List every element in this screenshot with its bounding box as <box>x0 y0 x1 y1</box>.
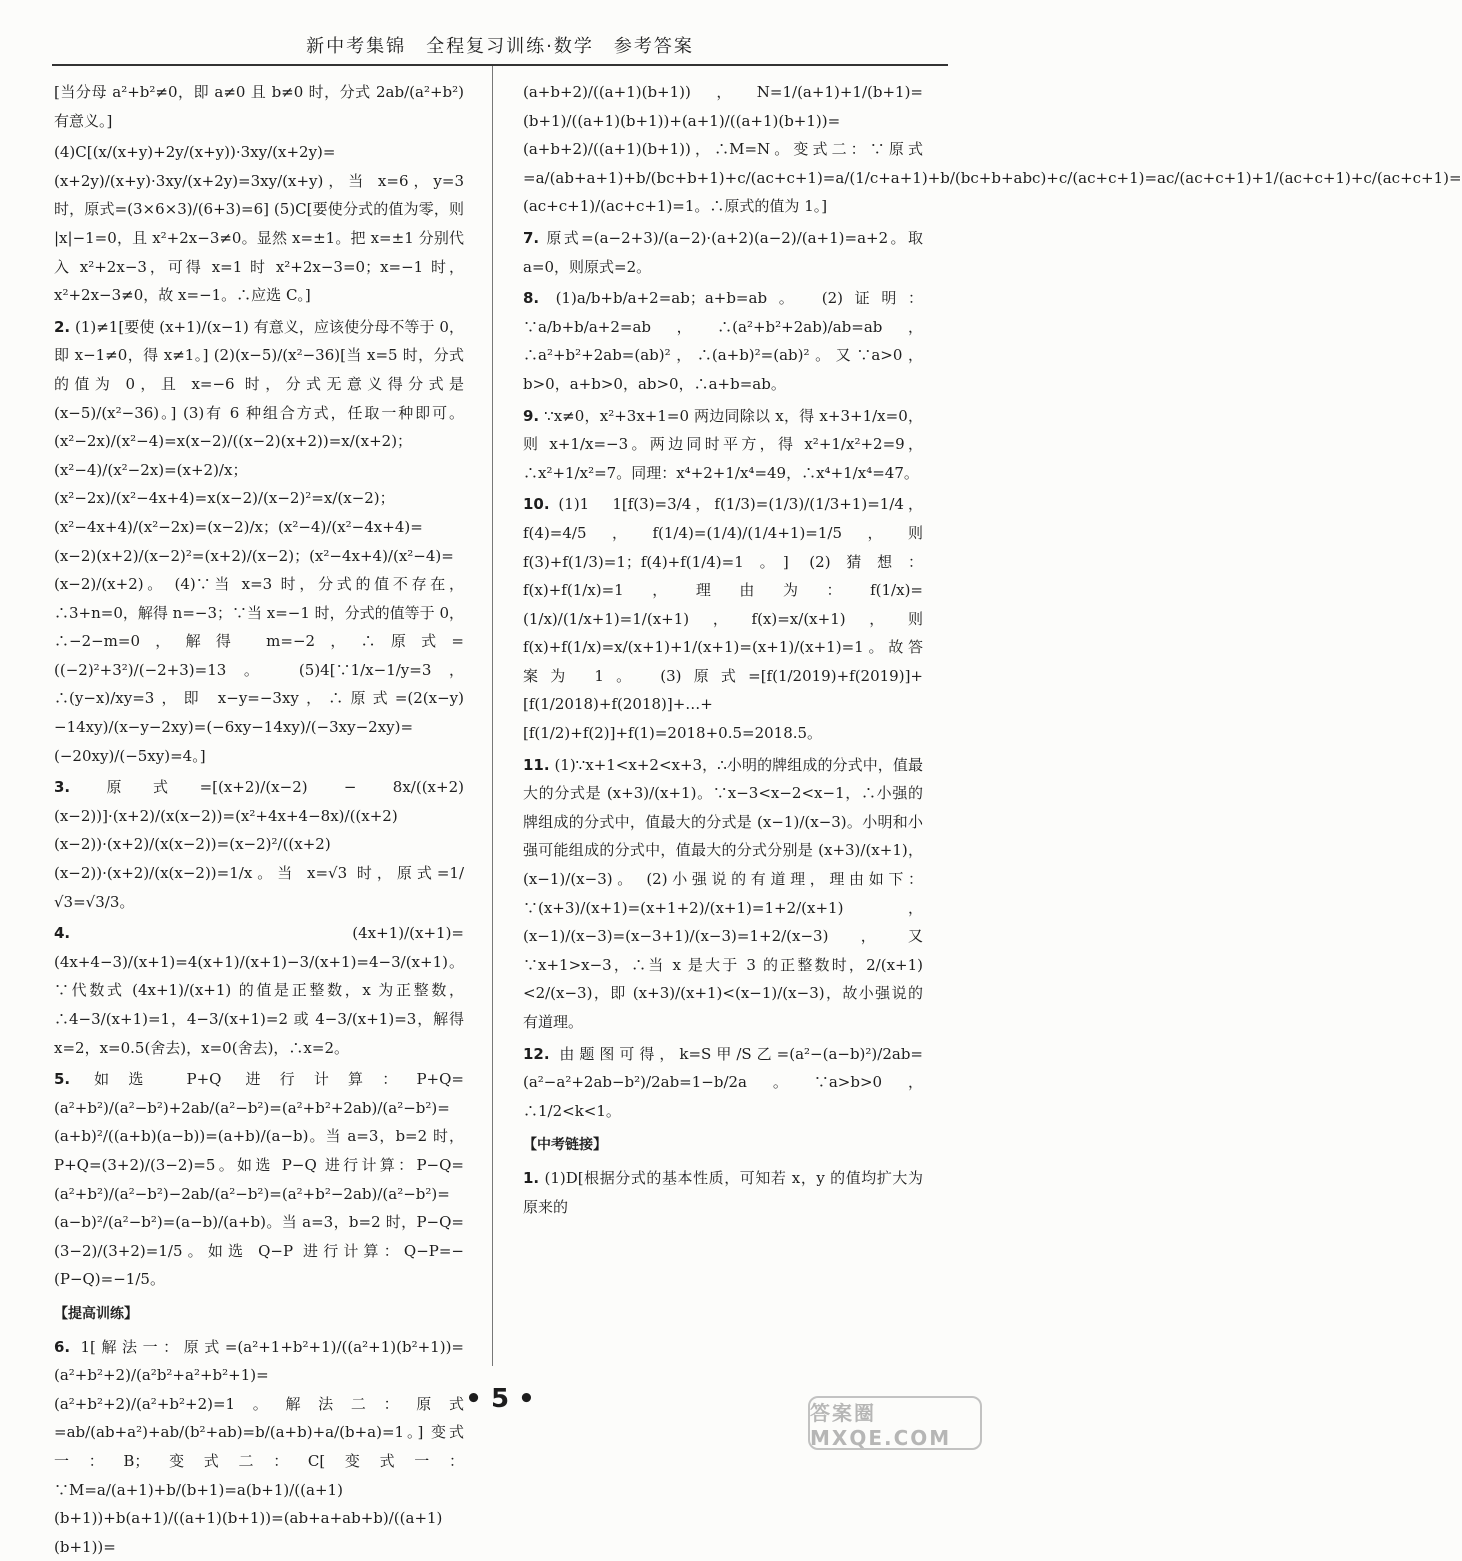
right-para-4: 10. (1)1 1[f(3)=3/4，f(1/3)=(1/3)/(1/3+1)=1/4，f(4)=4/5，f(1/4)=(1/4)/(1/4+1)=1/5，则 f(3)+f(1/3)=1；f(4)+f(1/4)=1。] (2)猜想：f(x)+f(1/x)=1，理由为：f(1/x)=(1/x)/(1/x+1)=1/(x+1)，f(x)=x/(x+1)，则 f(x)+f(1/x)=x/(x+1)+1/(x+1)=(x+1)/(x+1)=1。故答案为 1。 (3)原式=[f(1/2019)+f(2019)]+[f(1/2018)+f(2018)]+…+[f(1/2)+f(2)]+f(1)=2018+0.5=2018.5。 <box>523 495 923 743</box>
section-title-advanced: 【提高训练】 <box>54 1305 138 1322</box>
right-para-6: 12. 由题图可得，k=S甲/S乙=(a²−(a−b)²)/2ab=(a²−a²+2ab−b²)/2ab=1−b/2a。∵a>b>0，∴1/2<k<1。 <box>523 1044 923 1120</box>
header-rule <box>52 64 948 66</box>
right-column <box>523 78 1462 1348</box>
right-para-3: 9. ∵x≠0，x²+3x+1=0 两边同除以 x，得 x+3+1/x=0，则 x+1/x=−3。两边同时平方，得 x²+1/x²+2=9，∴x²+1/x²=7。同理：x⁴+2+1/x⁴=49，∴x⁴+1/x⁴=47。 <box>523 406 923 482</box>
section-title-exam-link: 【中考链接】 <box>523 1137 607 1154</box>
page-header: 新中考集锦 全程复习训练·数学 参考答案 <box>306 36 694 57</box>
column-divider <box>492 66 493 1366</box>
watermark-logo: 答案圈 MXQE.COM <box>808 1396 982 1450</box>
left-para-2: 2. (1)≠1[要使 (x+1)/(x−1) 有意义，应该使分母不等于 0，即 x−1≠0，得 x≠1。] (2)(x−5)/(x²−36)[当 x=5 时，分式的值为 0，且 x=−6 时，分式无意义得分式是 (x−5)/(x²−36)。] (3)有 6 种组合方式，任取一种即可。(x²−2x)/(x²−4)=x(x−2)/((x−2)(x+2))=x/(x+2)；(x²−4)/(x²−2x)=(x+2)/x；(x²−2x)/(x²−4x+4)=x(x−2)/(x−2)²=x/(x−2)；(x²−4x+4)/(x²−2x)=(x−2)/x；(x²−4)/(x²−4x+4)=(x−2)(x+2)/(x−2)²=(x+2)/(x−2)；(x²−4x+4)/(x²−4)=(x−2)/(x+2)。 (4)∵当 x=3 时，分式的值不存在，∴3+n=0，解得 n=−3；∵当 x=−1 时，分式的值等于 0，∴−2−m=0，解得 m=−2，∴原式=((−2)²+3²)/(−2+3)=13。 (5)4[∵1/x−1/y=3，∴(y−x)/xy=3，即 x−y=−3xy，∴原式=(2(x−y)−14xy)/(x−y−2xy)=(−6xy−14xy)/(−3xy−2xy)=(−20xy)/(−5xy)=4。] <box>54 317 464 765</box>
right-para-5: 11. (1)∵x+1<x+2<x+3，∴小明的牌组成的分式中，值最大的分式是 (x+3)/(x+1)。∵x−3<x−2<x−1，∴小强的牌组成的分式中，值最大的分式是 (x−1)/(x−3)。小明和小强可能组成的分式中，值最大的分式分别是 (x+3)/(x+1)，(x−1)/(x−3)。 (2)小强说的有道理，理由如下：∵(x+3)/(x+1)=(x+1+2)/(x+1)=1+2/(x+1)，(x−1)/(x−3)=(x−3+1)/(x−3)=1+2/(x−3)，又∵x+1>x−3，∴当 x 是大于 3 的正整数时，2/(x+1)<2/(x−3)，即 (x+3)/(x+1)<(x−1)/(x−3)，故小强说的有道理。 <box>523 755 923 1031</box>
left-para-4: 4. (4x+1)/(x+1)=(4x+4−3)/(x+1)=4(x+1)/(x+1)−3/(x+1)=4−3/(x+1)。∵代数式 (4x+1)/(x+1) 的值是正整数，x 为正整数，∴4−3/(x+1)=1，4−3/(x+1)=2 或 4−3/(x+1)=3，解得 x=2，x=0.5(舍去)，x=0(舍去)，∴x=2。 <box>54 924 464 1057</box>
right-para-8: 1. (1)D[根据分式的基本性质，可知若 x，y 的值均扩大为原来的 <box>523 1168 923 1216</box>
right-para-1: 7. 原式=(a−2+3)/(a−2)·(a+2)(a−2)/(a+1)=a+2。取 a=0，则原式=2。 <box>523 228 923 276</box>
left-para-1: (4)C[(x/(x+y)+2y/(x+y))·3xy/(x+2y)=(x+2y)/(x+y)·3xy/(x+2y)=3xy/(x+y)，当 x=6，y=3 时，原式=(3×6×3)/(6+3)=6] (5)C[要使分式的值为零，则 |x|−1=0，且 x²+2x−3≠0。显然 x=±1。把 x=±1 分别代入 x²+2x−3，可得 x=1 时 x²+2x−3=0；x=−1 时，x²+2x−3≠0，故 x=−1。∴应选 C。] <box>54 143 464 305</box>
left-para-7: 6. 1[解法一：原式=(a²+1+b²+1)/((a²+1)(b²+1))=(a²+b²+2)/(a²b²+a²+b²+1)=(a²+b²+2)/(a²+b²+2)=1。解法二：原式=ab/(ab+a²)+ab/(b²+ab)=b/(a+b)+a/(b+a)=1。] 变式一：B；变式二：C[变式一：∵M=a/(a+1)+b/(b+1)=a(b+1)/((a+1)(b+1))+b(a+1)/((a+1)(b+1))=(ab+a+ab+b)/((a+1)(b+1))= <box>54 1337 464 1556</box>
left-column <box>54 78 464 1556</box>
left-para-0: [当分母 a²+b²≠0，即 a≠0 且 b≠0 时，分式 2ab/(a²+b²) 有意义。] <box>54 83 464 130</box>
right-para-2: 8. (1)a/b+b/a+2=ab；a+b=ab。 (2)证明：∵a/b+b/a+2=ab，∴(a²+b²+2ab)/ab=ab，∴a²+b²+2ab=(ab)²，∴(a+b)²=(ab)²。又∵a>0，b>0，a+b>0，ab>0，∴a+b=ab。 <box>523 289 923 393</box>
left-para-5: 5. 如选 P+Q 进行计算：P+Q=(a²+b²)/(a²−b²)+2ab/(a²−b²)=(a²+b²+2ab)/(a²−b²)=(a+b)²/((a+b)(a−b))=(a+b)/(a−b)。当 a=3，b=2 时，P+Q=(3+2)/(3−2)=5。如选 P−Q 进行计算：P−Q=(a²+b²)/(a²−b²)−2ab/(a²−b²)=(a²+b²−2ab)/(a²−b²)=(a−b)²/(a²−b²)=(a−b)/(a+b)。当 a=3，b=2 时，P−Q=(3−2)/(3+2)=1/5。如选 Q−P 进行计算：Q−P=−(P−Q)=−1/5。 <box>54 1070 464 1289</box>
right-para-0: (a+b+2)/((a+1)(b+1))，N=1/(a+1)+1/(b+1)=(b+1)/((a+1)(b+1))+(a+1)/((a+1)(b+1))=(a+b+2)/((a+1)(b+1))，∴M=N。变式二：∵原式=a/(ab+a+1)+b/(bc+b+1)+c/(ac+c+1)=a/(1/c+a+1)+b/(bc+b+abc)+c/(ac+c+1)=ac/(ac+c+1)+1/(ac+c+1)+c/(ac+c+1)=(ac+c+1)/(ac+c+1)=1。∴原式的值为 1。] <box>523 83 1462 216</box>
page-number: • 5 • <box>465 1384 535 1414</box>
left-para-3: 3. 原式=[(x+2)/(x−2) − 8x/((x+2)(x−2))]·(x+2)/(x(x−2))=(x²+4x+4−8x)/((x+2)(x−2))·(x+2)/(x(x−2))=(x−2)²/((x+2)(x−2))·(x+2)/(x(x−2))=1/x。当 x=√3 时，原式=1/√3=√3/3。 <box>54 778 464 911</box>
